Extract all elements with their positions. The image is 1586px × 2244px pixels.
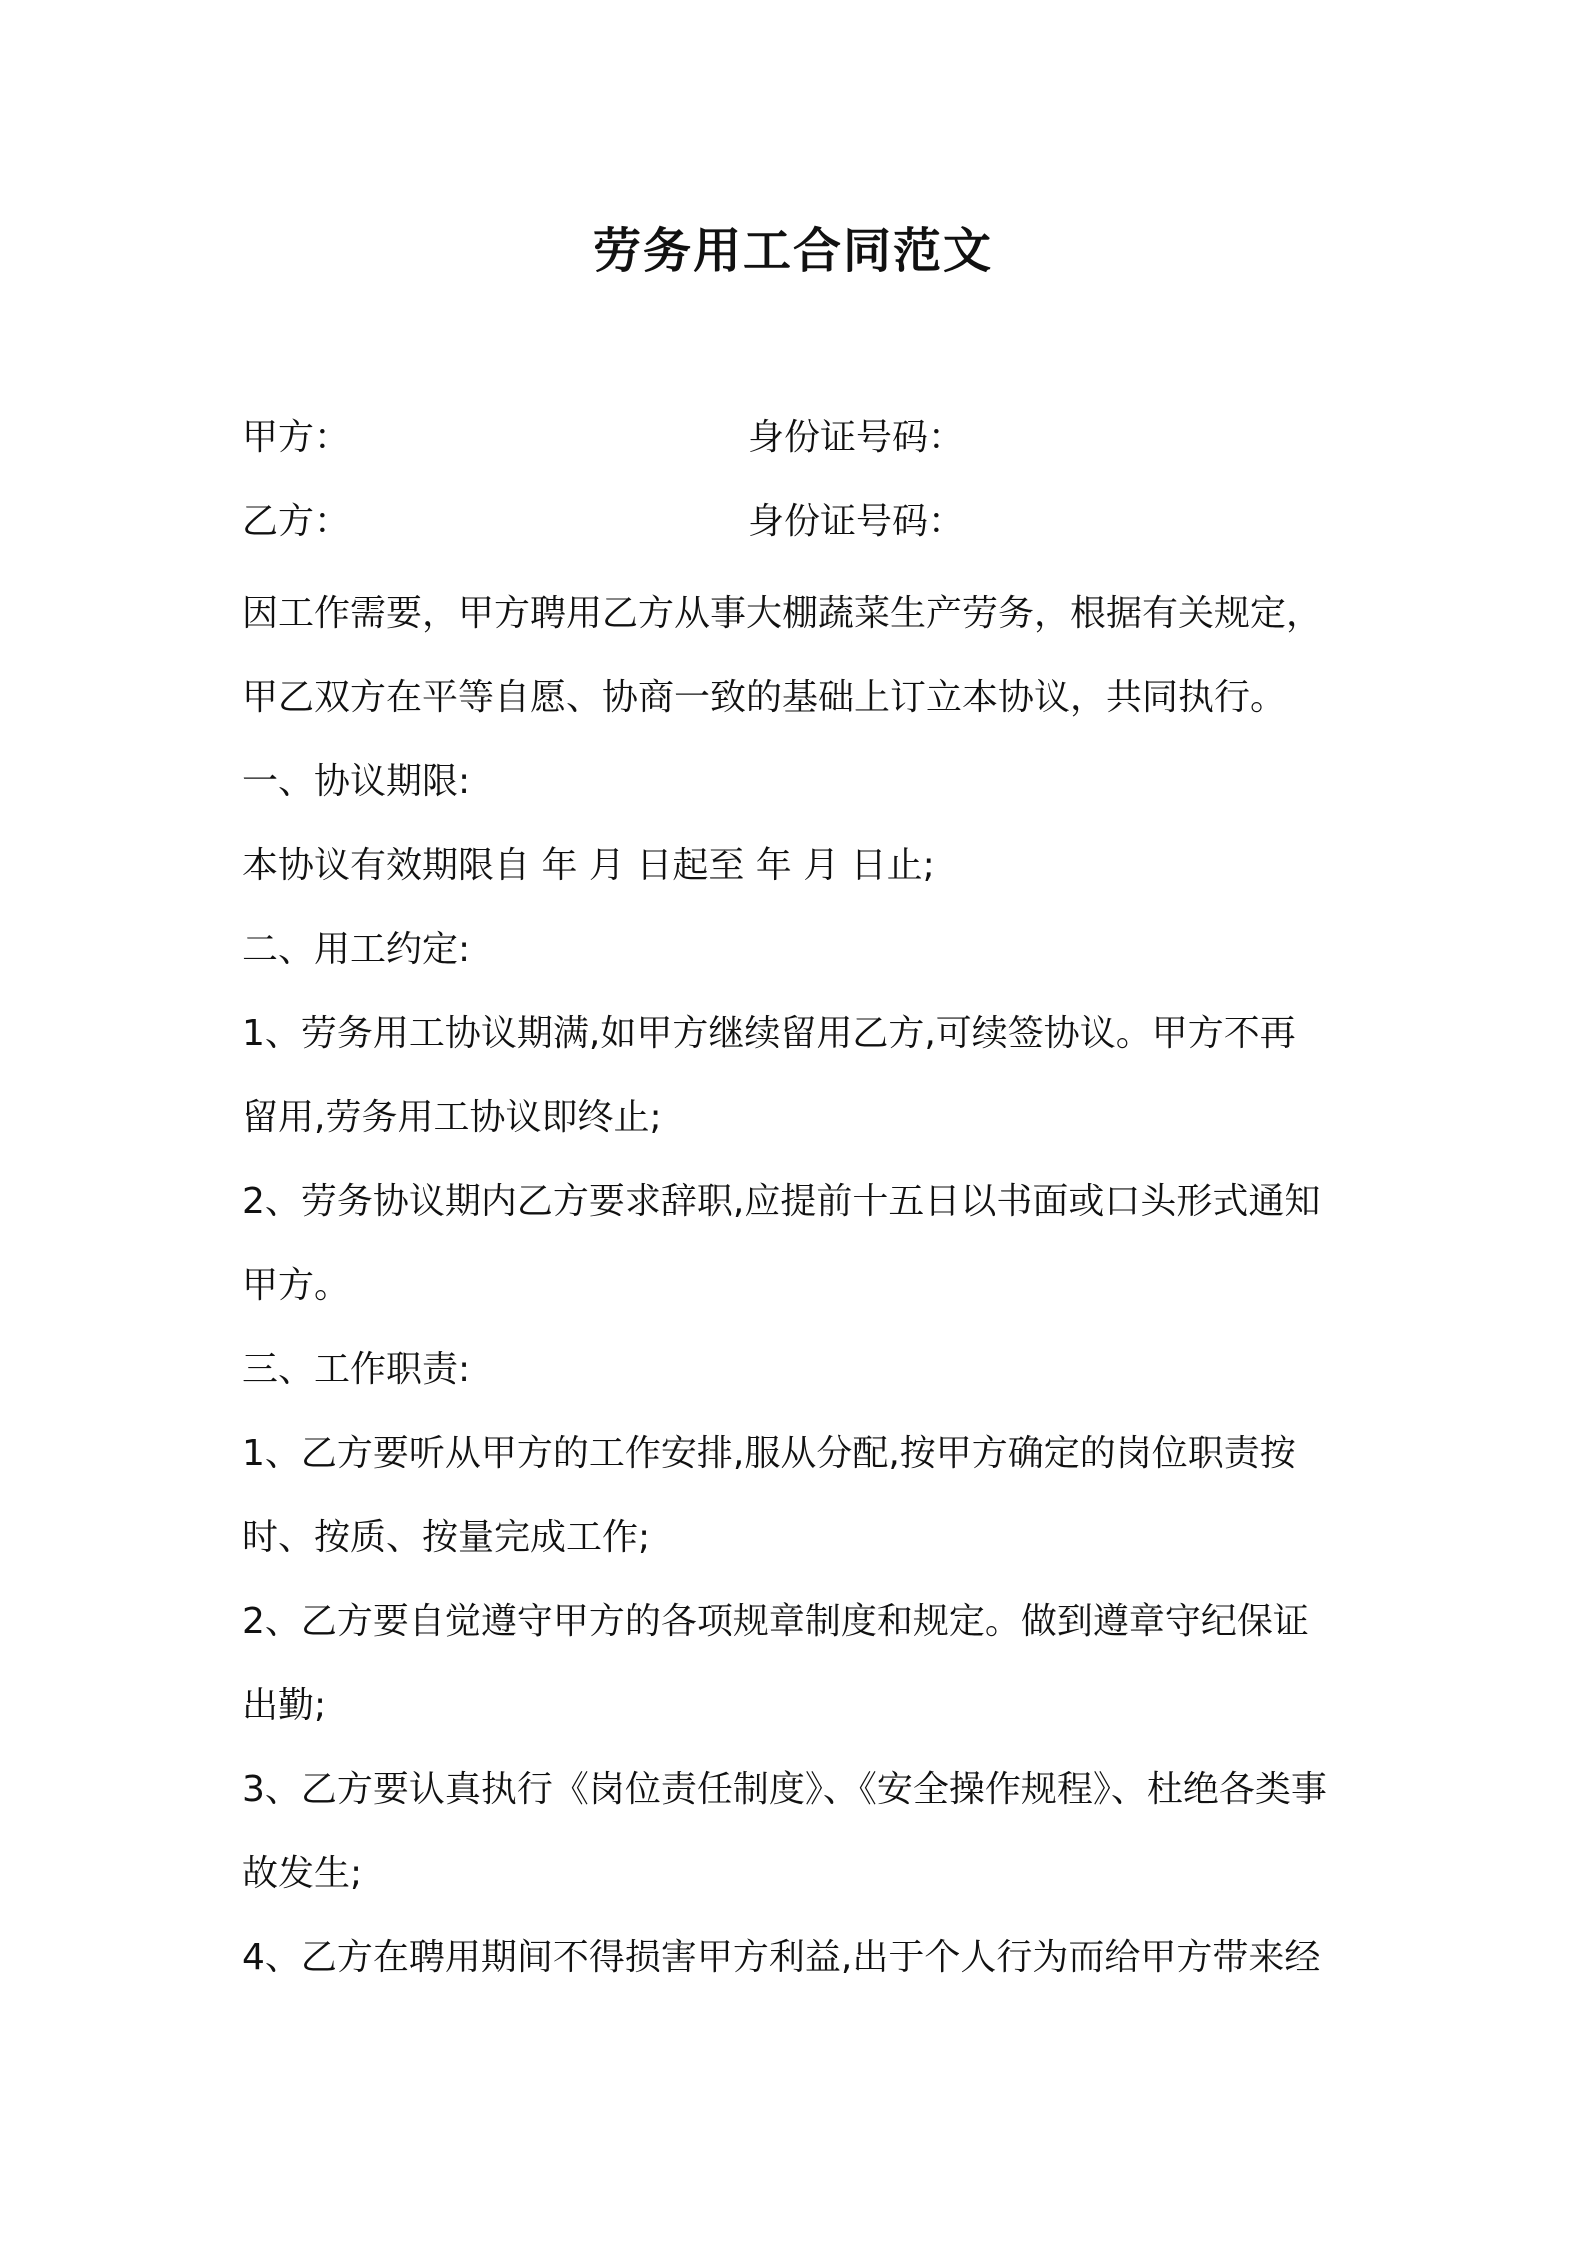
contract-body	[242, 572, 1362, 2000]
section-heading-duties: 三、工作职责:	[242, 1349, 471, 1390]
body-line: 甲乙双方在平等自愿、协商一致的基础上订立本协议，共同执行。	[242, 677, 1287, 718]
party-b-label: 乙方：	[242, 501, 351, 542]
body-line: 1、劳务用工协议期满,如甲方继续留用乙方,可续签协议。甲方不再	[242, 1013, 1296, 1054]
body-line: 1、乙方要听从甲方的工作安排,服从分配,按甲方确定的岗位职责按	[242, 1433, 1296, 1474]
body-line: 因工作需要，甲方聘用乙方从事大棚蔬菜生产劳务，根据有关规定，	[242, 593, 1323, 634]
body-line: 4、乙方在聘用期间不得损害甲方利益,出于个人行为而给甲方带来经	[242, 1937, 1321, 1978]
document-title: 劳务用工合同范文	[592, 223, 993, 279]
body-line: 时、按质、按量完成工作;	[242, 1517, 651, 1558]
party-b-id-label: 身份证号码：	[748, 501, 965, 542]
body-line: 本协议有效期限自 年 月 日起至 年 月 日止;	[242, 845, 935, 886]
party-b-row	[242, 492, 1362, 552]
body-line: 2、乙方要自觉遵守甲方的各项规章制度和规定。做到遵章守纪保证	[242, 1601, 1309, 1642]
body-line: 2、劳务协议期内乙方要求辞职,应提前十五日以书面或口头形式通知	[242, 1181, 1321, 1222]
section-heading-term: 一、协议期限:	[242, 761, 471, 802]
party-a-id-label: 身份证号码：	[748, 417, 965, 458]
body-line: 出勤;	[242, 1685, 327, 1726]
body-line: 3、乙方要认真执行《岗位责任制度》、《安全操作规程》、杜绝各类事	[242, 1769, 1327, 1810]
body-line: 故发生;	[242, 1853, 363, 1894]
party-a-row	[242, 408, 1362, 468]
party-a-label: 甲方：	[242, 417, 351, 458]
body-line: 甲方。	[242, 1265, 351, 1306]
body-line: 留用,劳务用工协议即终止;	[242, 1097, 662, 1138]
section-heading-employment: 二、用工约定:	[242, 929, 471, 970]
